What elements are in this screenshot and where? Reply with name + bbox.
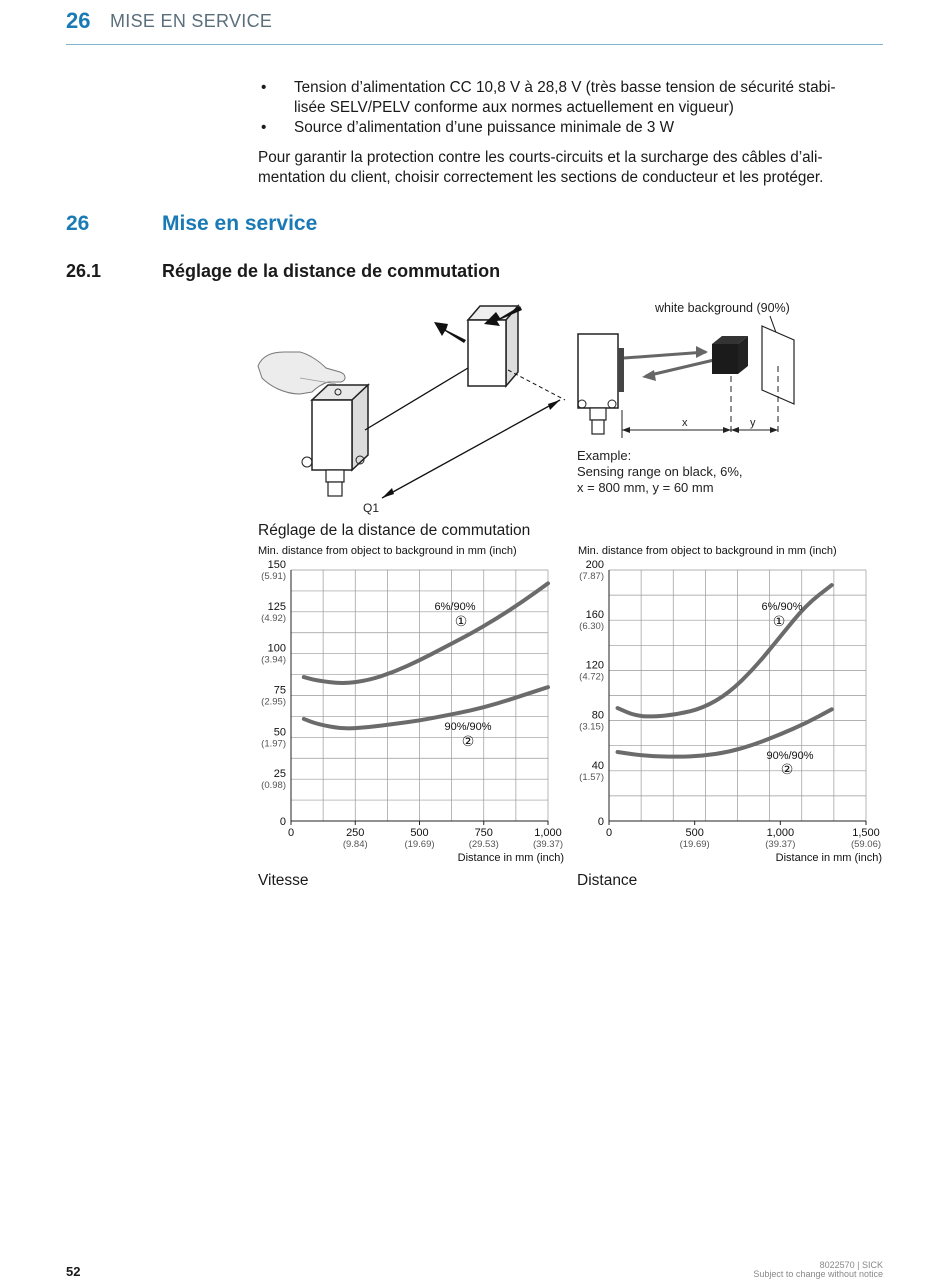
chapter-title: MISE EN SERVICE xyxy=(110,11,273,31)
series-label: 6%/90% xyxy=(434,601,476,613)
sensor-device-icon xyxy=(302,385,368,496)
section-title: Mise en service xyxy=(162,212,318,235)
chapter-number: 26 xyxy=(66,8,91,33)
x-tick-label: 0 xyxy=(287,827,295,839)
x-tick-sublabel: (9.84) xyxy=(342,839,368,850)
chart-title: Min. distance from object to background in mm (inch) xyxy=(578,545,837,557)
sensor-illustration xyxy=(0,0,950,520)
x-tick-sublabel: (19.69) xyxy=(679,839,710,850)
list-item: • Tension d’alimentation CC 10,8 V à 28,8 V (très basse tension de sécurité stabi- lisée SELV/PELV conforme aux normes actuellement en vigueur) xyxy=(261,79,836,116)
y-tick-label: 120 xyxy=(585,659,604,672)
y-tick-label: 75 xyxy=(273,684,286,697)
subsection-title: Réglage de la distance de commutation xyxy=(162,261,501,281)
subsection-number: 26.1 xyxy=(66,261,102,281)
x-tick-sublabel: (39.37) xyxy=(532,839,564,850)
arrow-icon xyxy=(434,322,466,343)
x-tick-label: 250 xyxy=(346,827,365,839)
y-dimension-label: y xyxy=(750,417,756,429)
y-tick-sublabel: (1.57) xyxy=(579,771,604,783)
paragraph-line: mentation du client, choisir correctement les sections de conducteur et les protéger. xyxy=(258,169,824,186)
notice-text: Subject to change without notice xyxy=(753,1269,883,1279)
series-marker: ② xyxy=(780,762,794,778)
series-marker: ① xyxy=(454,614,468,630)
white-background-label: white background (90%) xyxy=(655,301,790,315)
q1-label: Q1 xyxy=(363,501,380,515)
x-axis-label: Distance in mm (inch) xyxy=(775,852,882,864)
x-tick-label: 750 xyxy=(474,827,493,839)
black-object-icon xyxy=(712,336,748,374)
x-tick-sublabel: (39.37) xyxy=(765,839,796,850)
figure-title: Réglage de la distance de commutation xyxy=(258,522,531,539)
page-number: 52 xyxy=(66,1264,81,1279)
series-line xyxy=(304,687,548,728)
chart-caption-vitesse: Vitesse xyxy=(258,872,309,889)
y-tick-label: 40 xyxy=(591,759,604,772)
y-tick-sublabel: (1.97) xyxy=(261,738,286,750)
chart-distance xyxy=(570,540,890,870)
chart-caption-distance: Distance xyxy=(577,872,638,889)
list-item: • Source d’alimentation d’une puissance minimale de 3 W xyxy=(261,119,675,136)
y-tick-label: 25 xyxy=(273,768,286,781)
x-tick-label: 1,000 xyxy=(766,827,795,839)
y-tick-sublabel: (4.72) xyxy=(579,671,604,683)
y-tick-sublabel: (4.92) xyxy=(261,612,286,624)
x-axis-label: Distance in mm (inch) xyxy=(457,852,564,864)
y-tick-label: 0 xyxy=(279,816,286,828)
sensor-side-icon xyxy=(578,334,624,434)
x-tick-label: 0 xyxy=(605,827,613,839)
chart-vitesse xyxy=(250,540,570,870)
list-item-line: lisée SELV/PELV conforme aux normes actuellement en vigueur) xyxy=(294,99,734,116)
x-tick-sublabel: (59.06) xyxy=(850,839,882,850)
paragraph-line: Pour garantir la protection contre les courts-circuits et la surcharge des câbles d’ali- xyxy=(258,149,823,166)
section-number: 26 xyxy=(66,212,90,235)
list-item-line: Source d’alimentation d’une puissance minimale de 3 W xyxy=(294,119,675,136)
series-marker: ① xyxy=(772,614,786,630)
chart-title: Min. distance from object to background in mm (inch) xyxy=(258,545,517,557)
y-tick-sublabel: (2.95) xyxy=(261,696,286,708)
y-tick-label: 160 xyxy=(585,609,604,622)
x-tick-sublabel: (29.53) xyxy=(468,839,499,850)
series-label: 90%/90% xyxy=(444,721,492,733)
series-label: 90%/90% xyxy=(766,750,814,762)
example-line: Example: xyxy=(577,448,632,463)
x-tick-label: 1,500 xyxy=(852,827,880,839)
y-tick-sublabel: (3.15) xyxy=(579,721,604,733)
x-tick-sublabel: (19.69) xyxy=(404,839,435,850)
y-tick-label: 125 xyxy=(267,600,286,613)
y-tick-label: 0 xyxy=(597,816,604,828)
y-tick-label: 100 xyxy=(267,642,286,655)
y-tick-sublabel: (3.94) xyxy=(261,654,286,666)
y-tick-sublabel: (7.87) xyxy=(579,571,604,582)
y-tick-label: 80 xyxy=(591,709,604,722)
series-marker: ② xyxy=(461,734,475,750)
document-id: 8022570 | SICK xyxy=(819,1260,883,1270)
footer-info xyxy=(753,1261,883,1279)
list-item-line: Tension d’alimentation CC 10,8 V à 28,8 V (très basse tension de sécurité stabi- xyxy=(294,79,836,96)
y-tick-label: 50 xyxy=(273,726,286,739)
example-line: x = 800 mm, y = 60 mm xyxy=(577,480,714,495)
y-tick-sublabel: (6.30) xyxy=(579,621,604,633)
x-tick-label: 500 xyxy=(410,827,429,839)
y-tick-sublabel: (5.91) xyxy=(261,571,286,582)
x-tick-label: 1,000 xyxy=(534,827,562,839)
series-label: 6%/90% xyxy=(761,601,803,613)
white-background-icon xyxy=(762,326,794,404)
y-tick-label: 150 xyxy=(267,559,286,571)
y-tick-sublabel: (0.98) xyxy=(261,780,286,792)
x-tick-label: 500 xyxy=(685,827,704,839)
series-line xyxy=(304,583,548,683)
y-tick-label: 200 xyxy=(585,559,604,571)
example-line: Sensing range on black, 6%, xyxy=(577,464,743,479)
x-dimension-label: x xyxy=(682,417,688,429)
